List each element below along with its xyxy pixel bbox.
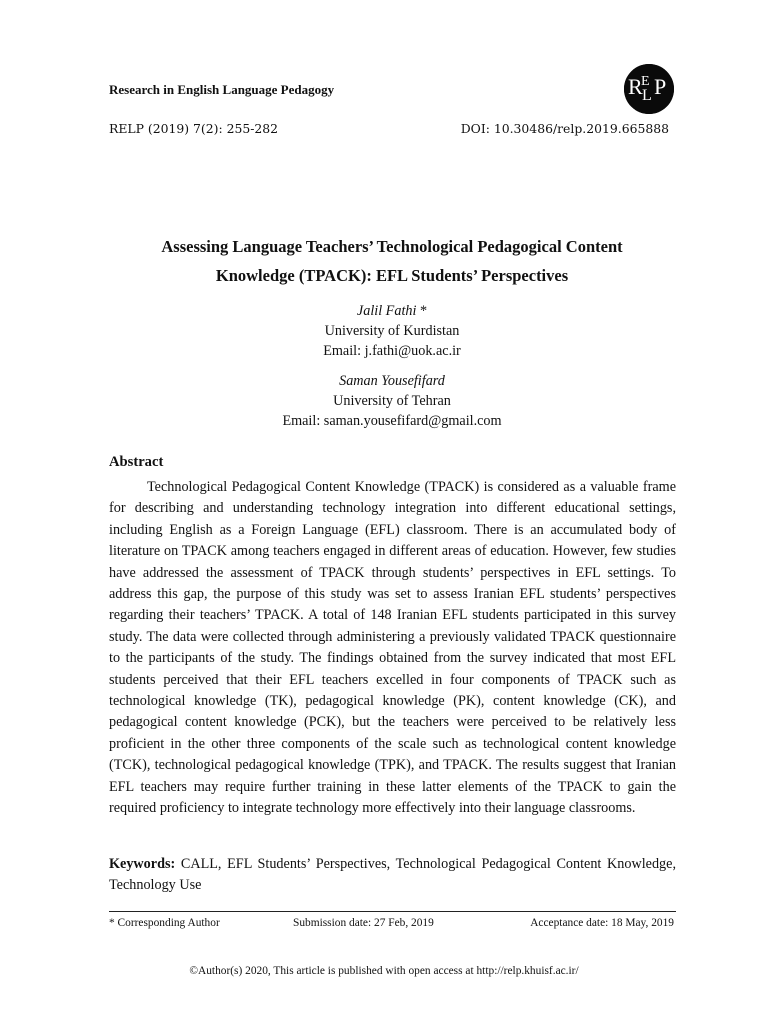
svg-text:E: E — [641, 74, 648, 89]
copyright-notice: ©Author(s) 2020, This article is published with open access at http://relp.khuisf.ac.ir/ — [189, 965, 579, 977]
author-name: Jalil Fathi — [356, 303, 417, 319]
author-affiliation: University of Kurdistan — [324, 323, 460, 339]
submission-date: Submission date: 27 Feb, 2019 — [293, 917, 434, 929]
author-name: Saman Yousefifard — [339, 373, 445, 389]
footer-divider — [109, 911, 676, 912]
acceptance-date: Acceptance date: 18 May, 2019 — [530, 917, 674, 929]
abstract-body — [109, 477, 676, 820]
abstract-text: Technological Pedagogical Content Knowledge (TPACK) is considered as a valuable frame for describing and understanding technology integration into different educational settings, including English as a Foreign Language (EFL) classroom. There is an accumulated body of literature on TPACK among teachers engaged in different areas of education. However, few studies have addressed the assessment of TPACK through students’ perspectives in EFL settings. To address this gap, the purpose of this study was set to assess Iranian EFL students’ perspectives regarding their teachers’ TPACK. A total of 148 Iranian EFL students participated in this survey study. The data were collected through administering a previously validated TPACK questionnaire to the participants of the study. The findings obtained from the survey indicated that most EFL students perceived that their EFL teachers excelled in four components of TPACK such as technological knowledge (TK), pedagogical knowledge (PK), content knowledge (CK), and pedagogical content knowledge (PCK), but the teachers were perceived to be relatively less proficient in the other three components of the scale such as technological content knowledge (TCK), technological pedagogical knowledge (TPK), and TPACK. The results suggest that Iranian EFL teachers may require further training in these latter elements of the TPACK to gain the required proficiency to integrate technology more effectively into their language classrooms. — [109, 479, 676, 817]
keywords-text: CALL, EFL Students’ Perspectives, Technological Pedagogical Content Knowledge, Technology Use — [109, 856, 676, 894]
journal-logo — [624, 64, 674, 114]
author-marker: * — [416, 303, 428, 319]
author-affiliation: University of Tehran — [333, 393, 451, 409]
svg-text:R: R — [628, 74, 641, 99]
paper-title — [109, 232, 675, 290]
svg-text:P: P — [654, 74, 665, 99]
title-line-1: Assessing Language Teachers’ Technological Pedagogical Content — [161, 237, 623, 256]
corresponding-author-note: * Corresponding Author — [109, 917, 220, 929]
author-email[interactable]: Email: saman.yousefifard@gmail.com — [282, 413, 502, 429]
author-block-2 — [109, 371, 675, 431]
relp-logo-icon — [624, 64, 674, 114]
author-block-1 — [109, 301, 675, 361]
author-email[interactable]: Email: j.fathi@uok.ac.ir — [323, 343, 461, 359]
keywords-label: Keywords: — [109, 856, 176, 872]
doi: DOI: 10.30486/relp.2019.665888 — [460, 121, 669, 136]
keywords — [109, 854, 676, 897]
citation: RELP (2019) 7(2): 255-282 — [109, 121, 279, 136]
svg-text:L: L — [642, 87, 650, 104]
abstract-heading: Abstract — [109, 454, 164, 470]
title-line-2: Knowledge (TPACK): EFL Students’ Perspectives — [215, 266, 569, 285]
journal-name: Research in English Language Pedagogy — [109, 82, 335, 97]
